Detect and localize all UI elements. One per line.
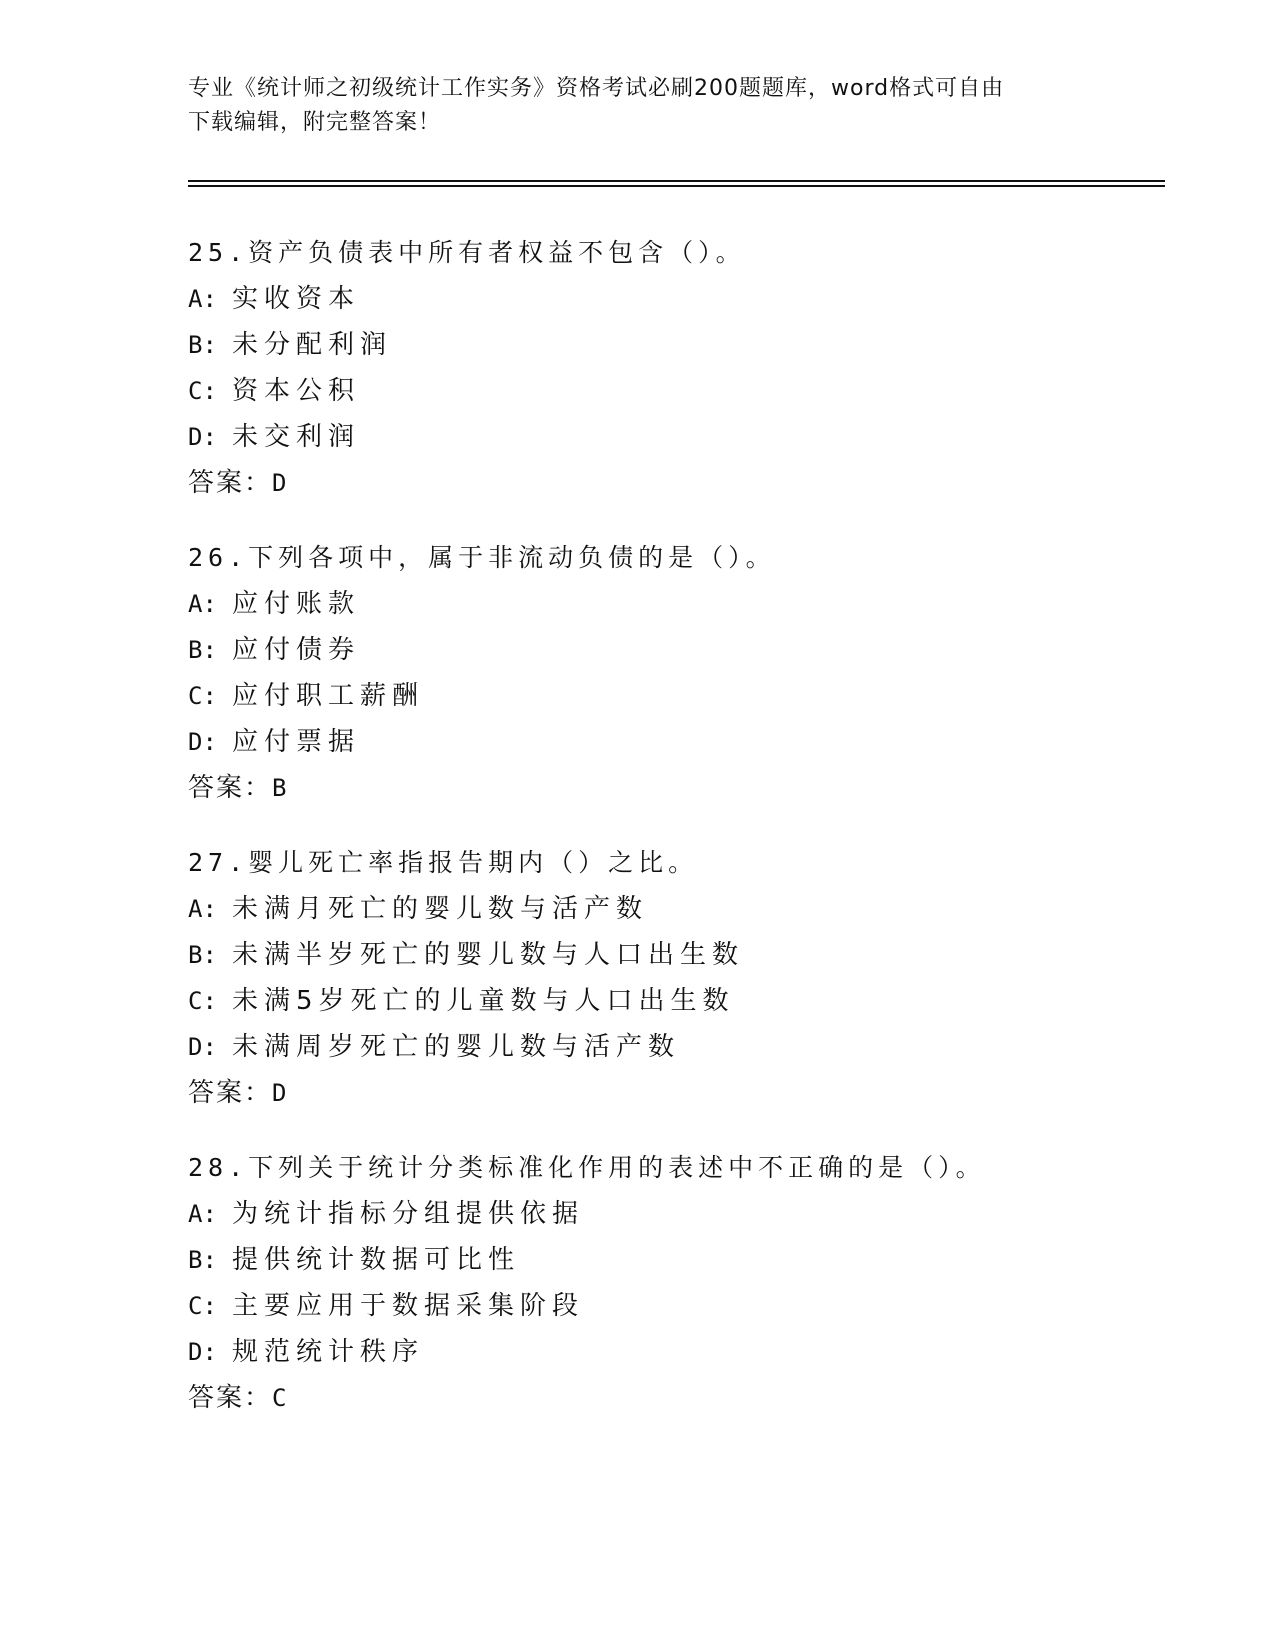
answer-line [188,765,1188,811]
option-text: 未满5岁死亡的儿童数与人口出生数 [232,986,735,1016]
option-c [188,673,1188,719]
option-a [188,886,1188,932]
option-letter: B: [188,941,217,969]
option-letter: D: [188,423,217,451]
option-letter: C: [188,682,217,710]
option-c [188,1283,1188,1329]
option-letter: C: [188,987,217,1015]
option-letter: A: [188,895,217,923]
option-a [188,1191,1188,1237]
question-28 [188,1145,1188,1421]
option-a [188,276,1188,322]
option-text: 规范统计秩序 [232,1337,425,1367]
option-text: 应付职工薪酬 [232,681,425,711]
question-26 [188,535,1188,811]
option-letter: C: [188,1292,217,1320]
option-d [188,1024,1188,1070]
question-25 [188,230,1188,506]
option-b [188,322,1188,368]
option-text: 未满半岁死亡的婴儿数与人口出生数 [232,940,745,970]
option-text: 未交利润 [232,422,361,452]
question-stem: 28.下列关于统计分类标准化作用的表述中不正确的是（）。 [188,1153,986,1182]
option-letter: B: [188,636,217,664]
option-letter: A: [188,285,217,313]
answer-label: 答案： [188,773,273,803]
option-b [188,932,1188,978]
document-header [188,72,1088,140]
option-text: 实收资本 [232,284,361,314]
answer-value: D [272,1079,287,1107]
option-text: 应付账款 [232,589,361,619]
option-text: 应付债券 [232,635,361,665]
option-text: 为统计指标分组提供依据 [232,1199,585,1229]
answer-line [188,1375,1188,1421]
header-line-2: 下载编辑，附完整答案！ [188,110,442,135]
option-text: 未满周岁死亡的婴儿数与活产数 [232,1032,681,1062]
option-text: 应付票据 [232,727,361,757]
option-a [188,581,1188,627]
question-27 [188,840,1188,1116]
answer-value: C [272,1384,287,1412]
option-letter: D: [188,728,217,756]
option-d [188,414,1188,460]
option-d [188,719,1188,765]
option-text: 提供统计数据可比性 [232,1245,521,1275]
answer-label: 答案： [188,1078,273,1108]
answer-value: D [272,469,287,497]
question-stem: 25.资产负债表中所有者权益不包含（）。 [188,238,746,267]
answer-line [188,1070,1188,1116]
question-stem: 27.婴儿死亡率指报告期内（）之比。 [188,848,699,877]
option-letter: D: [188,1338,217,1366]
header-divider-bottom [188,185,1165,187]
option-letter: A: [188,590,217,618]
option-letter: A: [188,1200,217,1228]
option-letter: B: [188,1246,217,1274]
answer-label: 答案： [188,468,273,498]
answer-value: B [272,774,287,802]
option-d [188,1329,1188,1375]
option-letter: D: [188,1033,217,1061]
option-text: 未分配利润 [232,330,393,360]
option-letter: C: [188,377,217,405]
option-c [188,368,1188,414]
header-line-1: 专业《统计师之初级统计工作实务》资格考试必刷200题题库，word格式可自由 [188,76,1005,101]
option-b [188,1237,1188,1283]
answer-label: 答案： [188,1383,273,1413]
option-letter: B: [188,331,217,359]
question-stem: 26.下列各项中，属于非流动负债的是（）。 [188,543,776,572]
option-c [188,978,1188,1024]
option-text: 未满月死亡的婴儿数与活产数 [232,894,649,924]
answer-line [188,460,1188,506]
option-text: 主要应用于数据采集阶段 [232,1291,585,1321]
option-text: 资本公积 [232,376,361,406]
option-b [188,627,1188,673]
header-divider-top [188,180,1165,182]
